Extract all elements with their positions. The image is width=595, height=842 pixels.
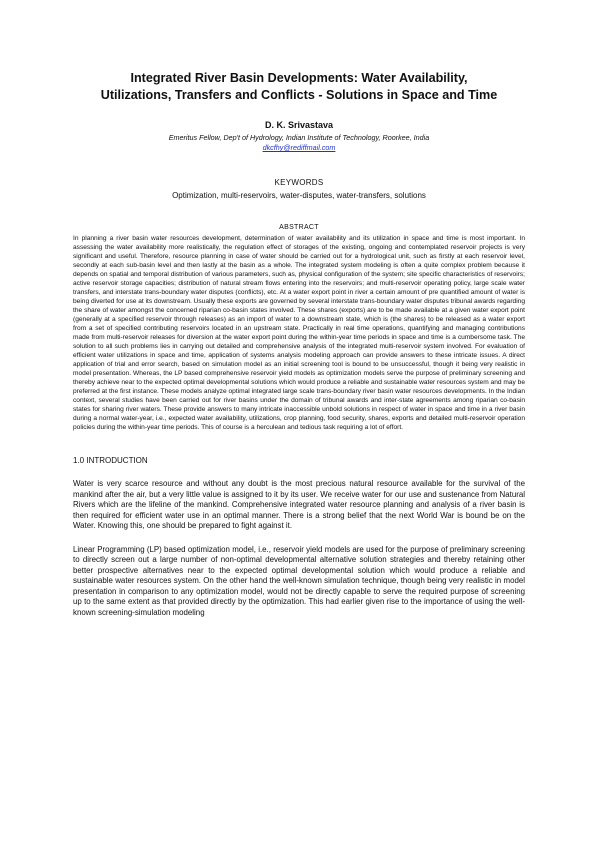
abstract-heading: ABSTRACT <box>279 224 319 231</box>
keywords-list: Optimization, multi-reservoirs, water-disputes, water-transfers, solutions <box>172 191 426 200</box>
title-line-1: Integrated River Basin Developments: Water Availability, <box>130 71 468 85</box>
abstract-body: In planning a river basin water resources development, determination of water availability and its utilization in space and time is most important. In assessing the water availability more realistically, the regulation effect of storages of the existing, ongoing and contemplated reservoir projects is very significant and useful. Therefore, resource planning in case of water should be carried out for a hydrological unit, such as firstly at each reservoir level, secondly at each sub-basin level and then lastly at the basin as a whole. The integrated system modeling is often a quite complex problem because it depends on spatial and temporal distribution of various parameters, such as, physical configuration of the system; site specific characteristics of reservoirs; active reservoir storage capacities; distribution of natural stream flows entering into the reservoirs; and multi-reservoir operating policy, large scale water transfers, and interstate trans-boundary water disputes (conflicts), etc. At a water export point in river a certain amount of pre quantified amount of water is being diverted for use at its downstream. Usually these exports are governed by several interstate trans-boundary water disputes tribunal awards regarding the share of water amongst the concerned riparian co-basin states involved. These shares (exports) are to be made available at a given water export point (generally at a specified reservoir through releases) as an import of water to a downstream state, which is (the shares) to be released as a water export from a set of specified contributing reservoirs located in an upstream state. Practically in real time operations, quantifying and managing contributions made from multi-reservoir releases for diversion at the water export point during the within-year time periods in space and time is a cumbersome task. The solution to all such problems lies in carrying out detailed and comprehensive analysis of the integrated multi-reservoir system involved. For evaluation of efficient water utilizations in space and time, application of systems analysis modeling approach can provide answers to these intricate issues. A direct application of trial and error search, based on simulation model as an initial screening tool is bound to be unsuccessful, though it being very realistic in model presentation. Whereas, the LP based comprehensive reservoir yield models as optimization models serve the purpose of preliminary screening and thereby achieve near to the expected optimal developmental solutions which would produce a reliable and sustainable water resources system and may be preferred at the first instance. These models analyze optimal integrated large scale trans-boundary river basin water resources developments. In the Indian context, several studies have been carried out for river basins under the domain of tribunal awards and inter-state agreements among riparian co-basin states for sharing river waters. These provide answers to many intricate inaccessible unbold solutions in respect of water in space and time in a river basin during a normal water-year, i.e., expected water availability, utilizations, crop planning, food security, shares, exports and detailed multi-reservoir operation policies during the within-year time periods. This of course is a herculean and tedious task requiring a lot of effort. <box>73 235 525 431</box>
paper-page <box>73 70 525 618</box>
title-line-2: Utilizations, Transfers and Conflicts - Solutions in Space and Time <box>100 88 498 102</box>
keywords-heading: KEYWORDS <box>274 178 324 187</box>
intro-paragraph-1: Water is very scarce resource and without any doubt is the most precious natural resource available for the survival of the mankind after the air, but a very little value is assigned to it by its user. We receive water for our use and sustenance from Natural Rivers which are the lifeline of the mankind. Comprehensive integrated water resource planning and analysis of a river basin is then required for efficient water use in an optimal manner. There is a strong belief that the next World War is bound be on the Water. Knowing this, one should be prepared to fight against it. <box>73 479 525 530</box>
section-heading-introduction: 1.0 INTRODUCTION <box>73 456 148 465</box>
author-name: D. K. Srivastava <box>264 120 334 130</box>
author-email-link[interactable]: dkcfhy@rediffmail.com <box>262 143 336 152</box>
author-affiliation: Emeritus Fellow, Dep't of Hydrology, Indian Institute of Technology, Roorkee, India <box>168 133 430 142</box>
intro-paragraph-2: Linear Programming (LP) based optimization model, i.e., reservoir yield models are used for the purpose of preliminary screening to directly screen out a large number of non-optimal developmental alternative solution strategies and thereby retaining other better prospective alternatives near to the expected optimal developmental solution which would produce a reliable and sustainable water resources system. On the other hand the well-known simulation technique, though being very realistic in model presentation in comparison to any optimization model, would not be directly capable to serve the required purpose of screening up to the same extent as that provided directly by the optimization. This had earlier given rise to the importance of using the well-known screening-simulation modeling <box>73 544 525 617</box>
paper-title <box>73 70 525 104</box>
